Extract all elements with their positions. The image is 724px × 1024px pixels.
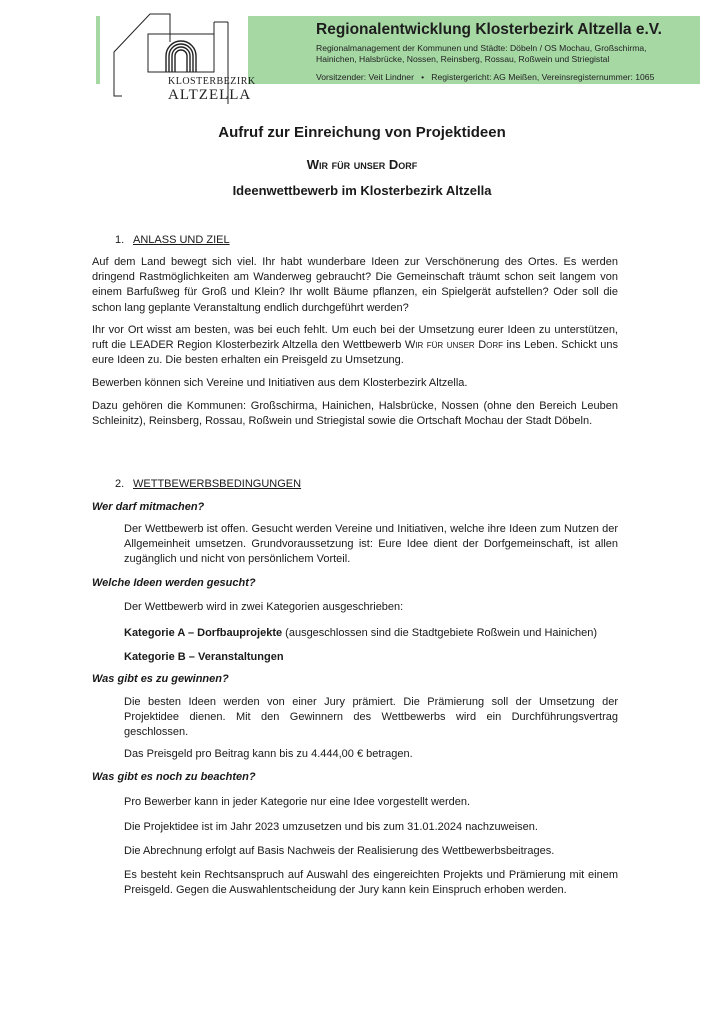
answer-prizes: Die besten Ideen werden von einer Jury prämiert. Die Prämierung soll der Umsetzung der Projektidee dienen. Mit den Gewinnern des Wettbewerbs wird ein Durchführungsvertrag geschlossen. [124, 696, 618, 739]
section-title: ANLASS UND ZIEL [133, 234, 230, 246]
section-1-paragraph-2 [92, 323, 618, 369]
answer-who: Der Wettbewerb ist offen. Gesucht werden Vereine und Initiativen, welche ihre Ideen zum Nutzen der Allgemeinheit umsetzen. Grundvoraussetzung ist: Eure Idee dient der Dorfgemeinschaft, ist allen zugänglich und nicht von persönlichem Vorteil. [124, 523, 618, 566]
category-b-label: Kategorie B – Veranstaltungen [124, 651, 284, 663]
organization-name: Regionalentwicklung Klosterbezirk Altzella e.V. [316, 21, 662, 38]
category-b [124, 650, 618, 665]
category-a-label: Kategorie A – Dorfbauprojekte [124, 627, 283, 639]
chair-text: Vorsitzender: Veit Lindner [316, 72, 414, 82]
organization-subtitle [316, 43, 647, 65]
section-number: 2. [115, 478, 125, 490]
paragraph-text: Ihr vor Ort wisst am besten, was bei euch fehlt. Um euch bei der Umsetzung eurer Ideen zu unterstützen, ruft die LEADER Region Klosterbezirk Altzella den Wettbewerb [92, 324, 618, 352]
section-2-heading [115, 478, 301, 490]
section-1-heading [115, 234, 230, 246]
section-number: 1. [115, 234, 125, 246]
campaign-title: Wir für unser Dorf [306, 157, 418, 172]
category-a [124, 626, 624, 641]
logo-text-altzella: ALTZELLA [168, 87, 252, 103]
section-1-paragraph-3: Bewerben können sich Vereine und Initiativen aus dem Klosterbezirk Altzella. [92, 377, 468, 389]
prize-amount: Das Preisgeld pro Beitrag kann bis zu 4.444,00 € betragen. [124, 748, 413, 760]
answer-ideas: Der Wettbewerb wird in zwei Kategorien ausgeschrieben: [124, 601, 404, 613]
question-notes: Was gibt es noch zu beachten? [92, 771, 256, 783]
note-legal: Es besteht kein Rechtsanspruch auf Auswahl des eingereichten Projekts und Prämierung mit einem Preisgeld. Gegen die Auswahlentscheidung der Jury kann kein Einspruch erhoben werden. [124, 869, 618, 897]
question-ideas: Welche Ideen werden gesucht? [92, 577, 256, 589]
note-one-idea: Pro Bewerber kann in jeder Kategorie nur eine Idee vorgestellt werden. [124, 796, 471, 808]
logo-text-klosterbezirk: KLOSTERBEZIRK [168, 76, 256, 87]
question-prizes: Was gibt es zu gewinnen? [92, 673, 229, 685]
section-title: WETTBEWERBSBEDINGUNGEN [133, 478, 302, 490]
subtitle-line-2: Hainichen, Halsbrücke, Nossen, Reinsberg, Rossau, Roßwein und Striegistal [316, 54, 610, 64]
note-deadline: Die Projektidee ist im Jahr 2023 umzusetzen und bis zum 31.01.2024 nachzuweisen. [124, 821, 538, 833]
bullet-separator: • [421, 72, 425, 82]
organization-meta [316, 72, 654, 82]
note-billing: Die Abrechnung erfolgt auf Basis Nachweis der Realisierung des Wettbewerbsbeitrages. [124, 845, 555, 857]
section-1-paragraph-1: Auf dem Land bewegt sich viel. Ihr habt wunderbare Ideen zur Verschönerung des Ortes. Es werden dringend Rastmöglichkeiten am Wanderweg gebraucht? Die Gemeinschaft träumt schon seit langem von einem Barfußweg für Groß und Klein? Ihr wollt Bäume pflanzen, ein Spielgerät aufstellen? Oder soll die schon lang geplante Veranstaltung endlich durchgeführt werden? [92, 256, 618, 314]
campaign-name-inline: Wir für unser Dorf [404, 339, 504, 352]
question-who: Wer darf mitmachen? [92, 501, 205, 513]
paragraph-text: ins Leben. Schickt uns eure Ideen zu. Die besten erhalten ein Preisgeld zu Umsetzung. [92, 339, 619, 367]
registry-text: Registergericht: AG Meißen, Vereinsregisternummer: 1065 [431, 72, 655, 82]
competition-title: Ideenwettbewerb im Klosterbezirk Altzella [232, 183, 492, 198]
category-a-note: (ausgeschlossen sind die Stadtgebiete Roßwein und Hainichen) [282, 627, 598, 639]
page-title: Aufruf zur Einreichung von Projektideen [218, 124, 506, 141]
subtitle-line-1: Regionalmanagement der Kommunen und Städte: Döbeln / OS Mochau, Großschirma, [316, 43, 647, 53]
section-1-paragraph-4: Dazu gehören die Kommunen: Großschirma, Hainichen, Halsbrücke, Nossen (ohne den Bereich Leuben Schleinitz), Reinsberg, Rossau, Roßwein und Striegistal sowie die Ortschaft Mochau der Stadt Döbeln. [92, 400, 618, 428]
